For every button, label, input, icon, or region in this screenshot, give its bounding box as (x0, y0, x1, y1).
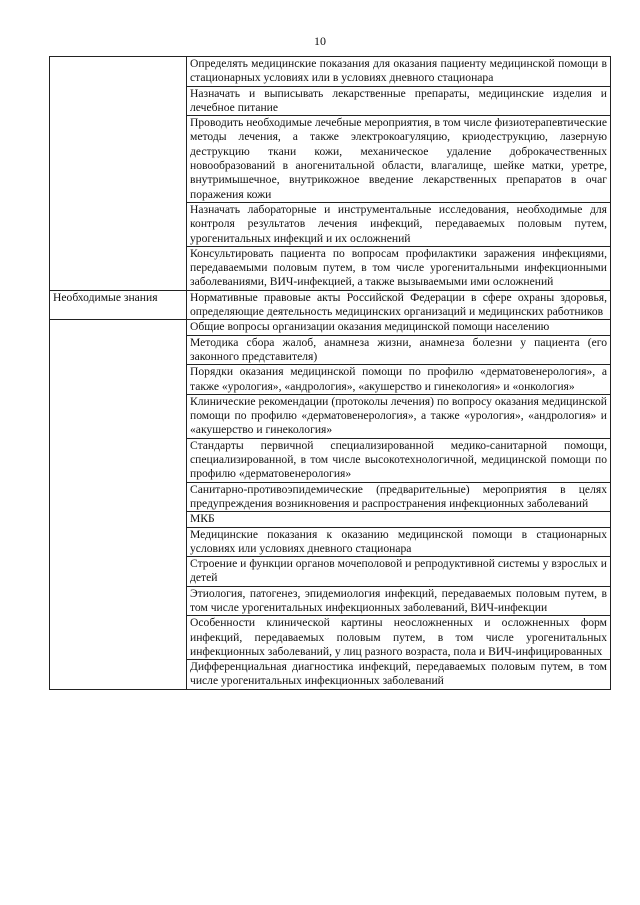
ability-item: Проводить необходимые лечебные мероприятия, в том числе физиотерапевтические методы лечения, а также электрокоагуляцию, криодеструкцию, лазерную деструкцию ткани кожи, механическое удаление доброкачественных новообразований в аногенитальной области, влагалище, шейке матки, уретре, внутримышечное, внутрикожное введение лекарственных препаратов в очаг поражения кожи (187, 116, 611, 203)
ability-item: Консультировать пациента по вопросам профилактики заражения инфекциями, передаваемыми половым путем, в том числе урогенитальными инфекционными заболеваниями, ВИЧ-инфекцией, а также вызываемыми ими осложнений (187, 246, 611, 290)
knowledge-item: Нормативные правовые акты Российской Федерации в сфере охраны здоровья, определяющие деятельность медицинских организаций и медицинских работников (187, 290, 611, 320)
table-row (50, 57, 611, 87)
knowledge-item: Общие вопросы организации оказания медицинской помощи населению (187, 320, 611, 335)
knowledge-item: Стандарты первичной специализированной медико-санитарной помощи, специализированной, в том числе высокотехнологичной, медицинской помощи по профилю «дерматовенерология» (187, 438, 611, 482)
knowledge-item: Клинические рекомендации (протоколы лечения) по вопросу оказания медицинской помощи по профилю «дерматовенерология», а также «урология», «андрология» и «акушерство и гинекология» (187, 394, 611, 438)
knowledge-item: Строение и функции органов мочеполовой и репродуктивной системы у взрослых и детей (187, 557, 611, 587)
knowledge-item: Методика сбора жалоб, анамнеза жизни, анамнеза болезни у пациента (его законного представителя) (187, 335, 611, 365)
knowledge-item: МКБ (187, 512, 611, 527)
requirements-table (49, 56, 611, 690)
knowledge-item: Этиология, патогенез, эпидемиология инфекций, передаваемых половым путем, в том числе урогенитальных инфекционных заболеваний, ВИЧ-инфекции (187, 586, 611, 616)
knowledge-item: Дифференциальная диагностика инфекций, передаваемых половым путем, в том числе урогенитальных инфекционных заболеваний (187, 660, 611, 690)
section-label: Необходимые знания (50, 290, 187, 320)
table-row (50, 320, 611, 335)
table-row (50, 290, 611, 320)
knowledge-item: Медицинские показания к оказанию медицинской помощи в стационарных условиях или условиях дневного стационара (187, 527, 611, 557)
label-cell-blank (50, 320, 187, 689)
ability-item: Назначать и выписывать лекарственные препараты, медицинские изделия и лечебное питание (187, 86, 611, 116)
ability-item: Определять медицинские показания для оказания пациенту медицинской помощи в стационарных условиях или в условиях дневного стационара (187, 57, 611, 87)
knowledge-item: Особенности клинической картины неосложненных и осложненных форм инфекций, передаваемых половым путем, в том числе урогенитальных инфекционных заболеваний, у лиц разного возраста, пола и ВИЧ-инфицированных (187, 616, 611, 660)
knowledge-item: Санитарно-противоэпидемические (предварительные) мероприятия в целях предупреждения возникновения и распространения инфекционных заболеваний (187, 482, 611, 512)
label-cell-continued (50, 57, 187, 291)
knowledge-item: Порядки оказания медицинской помощи по профилю «дерматовенерология», а также «урология», «андрология», «акушерство и гинекология» и «онкология» (187, 365, 611, 395)
page-number: 10 (314, 34, 326, 48)
ability-item: Назначать лабораторные и инструментальные исследования, необходимые для контроля результатов лечения инфекций, передаваемых половым путем, урогенитальных инфекций и их осложнений (187, 202, 611, 246)
